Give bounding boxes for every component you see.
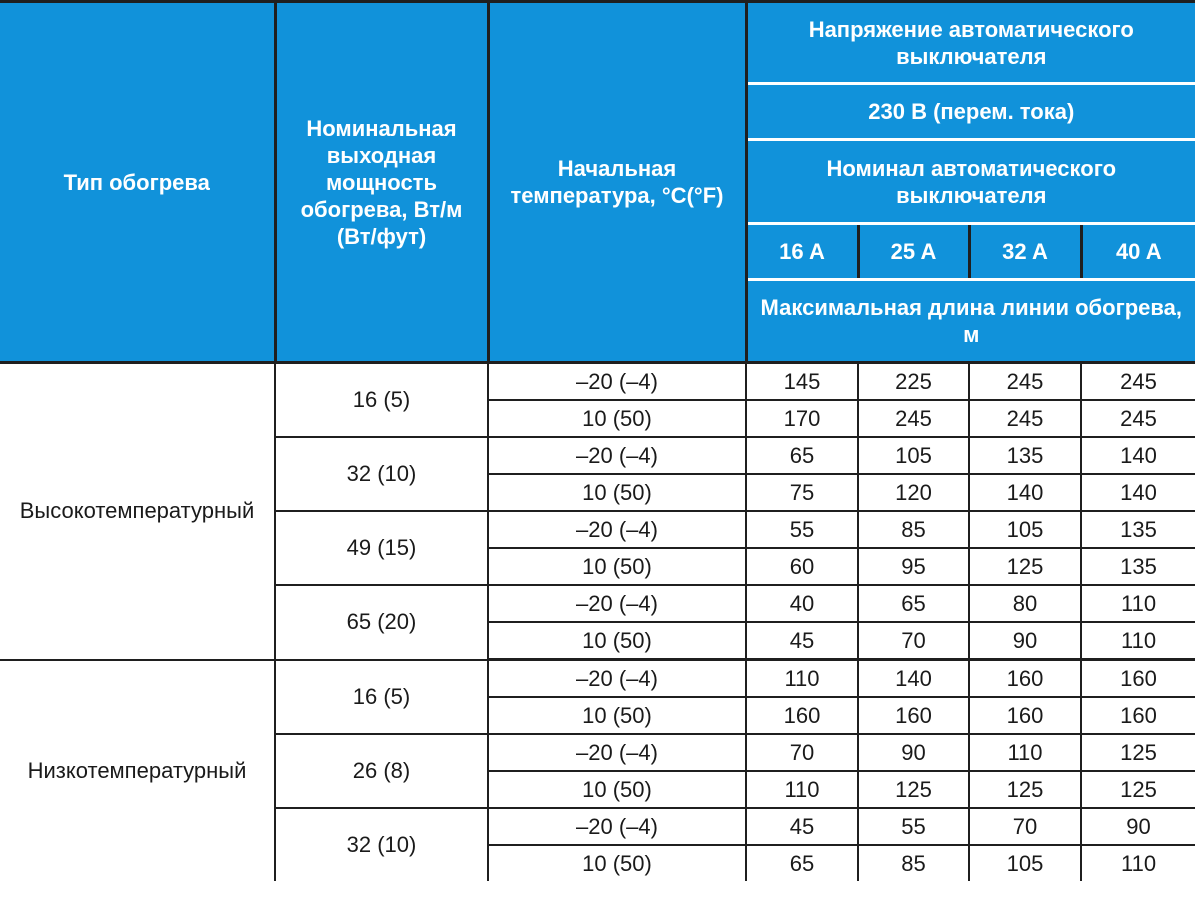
value-cell: 140	[1081, 437, 1195, 474]
header-start-temperature: Начальная температура, °C(°F)	[488, 2, 746, 363]
value-cell: 125	[1081, 734, 1195, 771]
value-cell: 110	[1081, 845, 1195, 881]
value-cell: 110	[746, 771, 858, 808]
value-cell: 90	[969, 622, 1081, 660]
temp-cell: 10 (50)	[488, 548, 746, 585]
value-cell: 140	[1081, 474, 1195, 511]
power-cell: 16 (5)	[275, 660, 488, 735]
header-amp-32: 32 A	[969, 224, 1081, 280]
power-cell: 32 (10)	[275, 437, 488, 511]
header-amp-25: 25 A	[858, 224, 969, 280]
value-cell: 70	[858, 622, 969, 660]
value-cell: 65	[746, 437, 858, 474]
value-cell: 75	[746, 474, 858, 511]
value-cell: 90	[1081, 808, 1195, 845]
value-cell: 70	[969, 808, 1081, 845]
value-cell: 70	[746, 734, 858, 771]
header-rated-power: Номинальная выходная мощность обогрева, Вт/м (Вт/фут)	[275, 2, 488, 363]
value-cell: 105	[969, 511, 1081, 548]
value-cell: 65	[858, 585, 969, 622]
value-cell: 160	[969, 697, 1081, 734]
value-cell: 45	[746, 622, 858, 660]
value-cell: 55	[746, 511, 858, 548]
value-cell: 105	[969, 845, 1081, 881]
value-cell: 160	[1081, 660, 1195, 698]
value-cell: 135	[1081, 511, 1195, 548]
temp-cell: –20 (–4)	[488, 660, 746, 698]
value-cell: 160	[746, 697, 858, 734]
value-cell: 110	[746, 660, 858, 698]
value-cell: 80	[969, 585, 1081, 622]
value-cell: 245	[1081, 400, 1195, 437]
value-cell: 145	[746, 363, 858, 401]
heating-type-cell: Высокотемпературный	[0, 363, 275, 660]
power-cell: 26 (8)	[275, 734, 488, 808]
table-body	[0, 363, 1195, 882]
value-cell: 125	[858, 771, 969, 808]
header-amp-16: 16 A	[746, 224, 858, 280]
heating-type-cell: Низкотемпературный	[0, 660, 275, 882]
header-voltage-value: 230 В (перем. тока)	[746, 84, 1195, 140]
power-cell: 65 (20)	[275, 585, 488, 660]
temp-cell: –20 (–4)	[488, 585, 746, 622]
temp-cell: 10 (50)	[488, 845, 746, 881]
temp-cell: –20 (–4)	[488, 734, 746, 771]
value-cell: 45	[746, 808, 858, 845]
value-cell: 135	[969, 437, 1081, 474]
value-cell: 140	[969, 474, 1081, 511]
power-cell: 32 (10)	[275, 808, 488, 881]
value-cell: 245	[969, 400, 1081, 437]
value-cell: 110	[1081, 622, 1195, 660]
value-cell: 160	[969, 660, 1081, 698]
value-cell: 245	[858, 400, 969, 437]
value-cell: 85	[858, 845, 969, 881]
header-breaker-rating: Номинал автоматического выключателя	[746, 140, 1195, 224]
value-cell: 125	[969, 548, 1081, 585]
table-row	[0, 660, 1195, 698]
temp-cell: 10 (50)	[488, 622, 746, 660]
power-cell: 49 (15)	[275, 511, 488, 585]
value-cell: 85	[858, 511, 969, 548]
power-cell: 16 (5)	[275, 363, 488, 438]
temp-cell: 10 (50)	[488, 400, 746, 437]
temp-cell: 10 (50)	[488, 771, 746, 808]
table-header	[0, 2, 1195, 363]
header-max-length: Максимальная длина линии обогрева, м	[746, 280, 1195, 363]
value-cell: 245	[1081, 363, 1195, 401]
value-cell: 95	[858, 548, 969, 585]
value-cell: 125	[969, 771, 1081, 808]
value-cell: 105	[858, 437, 969, 474]
value-cell: 55	[858, 808, 969, 845]
value-cell: 225	[858, 363, 969, 401]
value-cell: 40	[746, 585, 858, 622]
value-cell: 140	[858, 660, 969, 698]
value-cell: 125	[1081, 771, 1195, 808]
value-cell: 60	[746, 548, 858, 585]
value-cell: 160	[858, 697, 969, 734]
temp-cell: –20 (–4)	[488, 363, 746, 401]
temp-cell: –20 (–4)	[488, 511, 746, 548]
value-cell: 135	[1081, 548, 1195, 585]
header-amp-40: 40 A	[1081, 224, 1195, 280]
value-cell: 170	[746, 400, 858, 437]
value-cell: 90	[858, 734, 969, 771]
value-cell: 65	[746, 845, 858, 881]
temp-cell: –20 (–4)	[488, 808, 746, 845]
table-row	[0, 363, 1195, 401]
value-cell: 120	[858, 474, 969, 511]
value-cell: 110	[1081, 585, 1195, 622]
temp-cell: –20 (–4)	[488, 437, 746, 474]
temp-cell: 10 (50)	[488, 474, 746, 511]
header-heating-type: Тип обогрева	[0, 2, 275, 363]
temp-cell: 10 (50)	[488, 697, 746, 734]
value-cell: 110	[969, 734, 1081, 771]
header-breaker-voltage: Напряжение автоматического выключателя	[746, 2, 1195, 84]
value-cell: 245	[969, 363, 1081, 401]
value-cell: 160	[1081, 697, 1195, 734]
